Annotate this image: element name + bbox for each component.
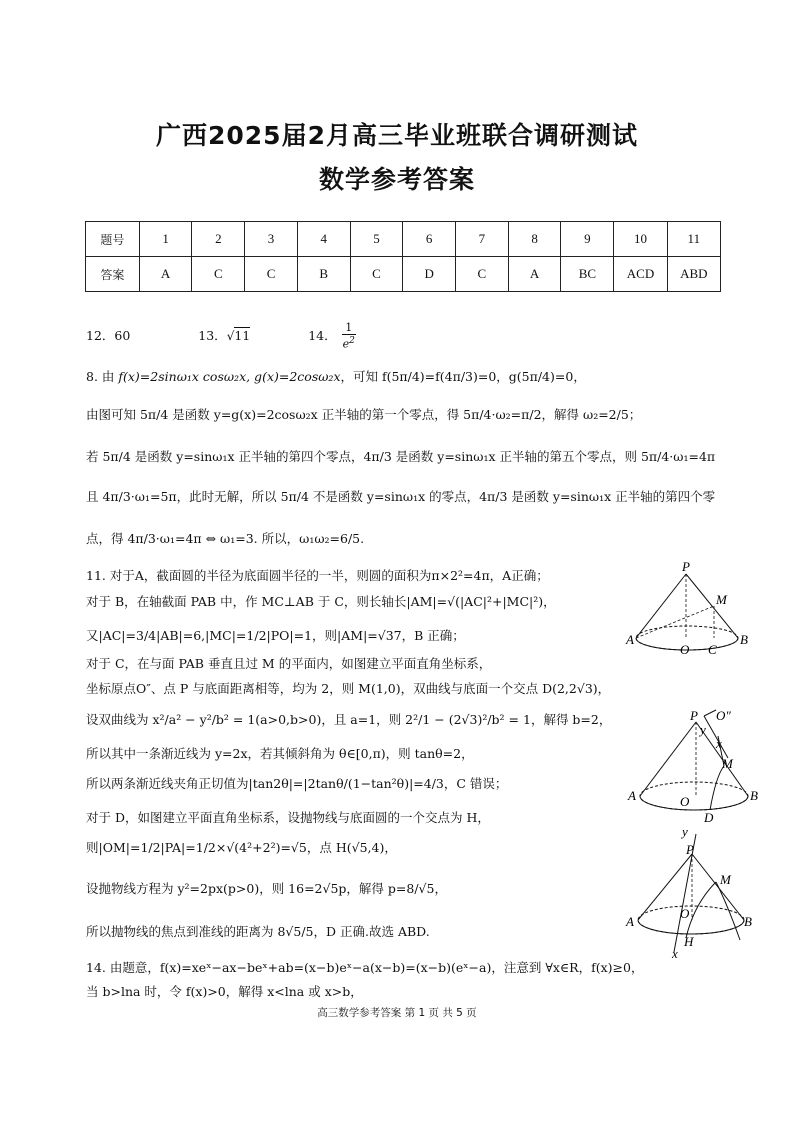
q11-option-d-line-4: 所以抛物线的焦点到准线的距离为 8√5/5，D 正确.故选 ABD. xyxy=(86,924,430,939)
table-cell: BC xyxy=(561,257,614,292)
answer-q13-value: 11 xyxy=(234,327,251,343)
q11-option-d-line-1: 对于 D，如图建立平面直角坐标系，设抛物线与底面圆的一个交点为 H， xyxy=(86,810,490,825)
label-y: y xyxy=(682,826,688,839)
table-cell: C xyxy=(350,257,403,292)
label-M: M xyxy=(722,756,733,771)
answer-table-row-numbers xyxy=(86,222,721,257)
label-M: M xyxy=(720,872,731,887)
label-O: O xyxy=(680,794,690,809)
page-footer: 高三数学参考答案 第 1 页 共 5 页 xyxy=(317,1007,477,1019)
label-x: x xyxy=(716,736,722,751)
table-cell: 7 xyxy=(456,222,509,257)
label-A: A xyxy=(626,632,634,647)
q11-option-c-line-2: 坐标原点O″、点 P 与底面距离相等，均为 2，则 M(1,0)，双曲线与底面一个交点 D(2,2√3)， xyxy=(86,681,611,696)
table-cell: 2 xyxy=(192,222,245,257)
label-O: O xyxy=(680,906,690,921)
q11-option-c-line-4: 所以其中一条渐近线为 y=2x，若其倾斜角为 θ∈[0,π)，则 tanθ=2， xyxy=(86,746,474,761)
q11-option-d-line-3: 设抛物线方程为 y²=2px(p>0)，则 16=2√5p，解得 p=8/√5， xyxy=(86,881,447,896)
q11-option-a: 11. 对于A，截面圆的半径为底面圆半径的一半，则圆的面积为π×2²=4π，A正确； xyxy=(86,568,549,583)
table-cell: 题号 xyxy=(86,222,140,257)
page-title: 广西2025届2月高三毕业班联合调研测试 xyxy=(156,121,638,150)
q11-option-b-line-2: 又|AC|=3/4|AB|=6,|MC|=1/2|PO|=1，则|AM|=√37，B 正确； xyxy=(86,628,465,643)
fill-blank-answers: 12．60 13．√11 14． $\frac{1}{e^2}$ xyxy=(86,321,355,351)
label-P: P xyxy=(682,560,690,574)
table-cell: 10 xyxy=(614,222,667,257)
label-C: C xyxy=(708,642,717,657)
q14-line-2: 当 b>lna 时，令 f(x)>0，解得 x<lna 或 x>b， xyxy=(86,984,363,999)
q8-line-3: 若 5π/4 是函数 y=sinω₁x 正半轴的第四个零点，4π/3 是函数 y=sinω₁x 正半轴的第五个零点，则 5π/4·ω₁=4π xyxy=(86,449,716,464)
answer-q13-label: 13． xyxy=(198,327,227,343)
table-cell: 9 xyxy=(561,222,614,257)
label-y: y xyxy=(700,722,706,737)
label-P: P xyxy=(686,842,694,857)
q11-option-b-line-1: 对于 B，在轴截面 PAB 中，作 MC⊥AB 于 C，则长轴长|AM|=√(|AC|²+|MC|²)， xyxy=(86,594,556,609)
table-cell: 8 xyxy=(508,222,561,257)
table-cell: B xyxy=(297,257,350,292)
label-A: A xyxy=(628,788,636,803)
table-cell: C xyxy=(192,257,245,292)
figure-cone-parabola xyxy=(624,826,764,958)
table-cell: ABD xyxy=(667,257,720,292)
label-D: D xyxy=(704,810,714,825)
answer-q14-label: 14． xyxy=(308,327,337,343)
figure-cone-section xyxy=(624,560,754,660)
table-cell: 11 xyxy=(667,222,720,257)
label-O: O xyxy=(680,642,690,657)
table-cell: 3 xyxy=(245,222,298,257)
label-x: x xyxy=(672,946,678,958)
figure-cone-hyperbola xyxy=(624,706,764,828)
q11-option-c-line-5: 所以两条渐近线夹角正切值为|tan2θ|=|2tanθ/(1−tan²θ)|=4/3，C 错误； xyxy=(86,776,508,791)
table-cell: D xyxy=(403,257,456,292)
answer-table xyxy=(85,221,721,292)
label-A: A xyxy=(626,914,634,929)
label-M: M xyxy=(716,592,727,607)
table-cell: 1 xyxy=(139,222,192,257)
label-B: B xyxy=(750,788,758,803)
q8-line-1: 8. 由 f(x)=2sinω₁x cosω₂x, g(x)=2cosω₂x，可知 f(5π/4)=f(4π/3)=0，g(5π/4)=0， xyxy=(86,369,586,384)
answer-q14-fraction: $\frac{1}{e^2}$ xyxy=(342,321,355,351)
label-B: B xyxy=(740,632,748,647)
table-cell: ACD xyxy=(614,257,667,292)
label-H: H xyxy=(684,934,694,949)
table-cell: C xyxy=(456,257,509,292)
q14-line-1: 14. 由题意，f(x)=xeˣ−ax−beˣ+ab=(x−b)eˣ−a(x−b)=(x−b)(eˣ−a)，注意到 ∀x∈R，f(x)≥0， xyxy=(86,960,644,975)
label-P: P xyxy=(690,708,698,723)
table-cell: C xyxy=(245,257,298,292)
page-subtitle: 数学参考答案 xyxy=(318,165,475,194)
q11-option-d-line-2: 则|OM|=1/2|PA|=1/2×√(4²+2²)=√5，点 H(√5,4)， xyxy=(86,840,397,855)
q8-line-2: 由图可知 5π/4 是函数 y=g(x)=2cosω₂x 正半轴的第一个零点，得 5π/4·ω₂=π/2，解得 ω₂=2/5； xyxy=(86,407,642,422)
table-cell: 6 xyxy=(403,222,456,257)
table-cell: 4 xyxy=(297,222,350,257)
table-cell: A xyxy=(139,257,192,292)
q11-option-c-line-1: 对于 C，在与面 PAB 垂直且过 M 的平面内，如图建立平面直角坐标系， xyxy=(86,656,492,671)
answer-table-row-answers xyxy=(86,257,721,292)
q11-option-c-line-3: 设双曲线为 x²/a² − y²/b² = 1(a>0,b>0)，且 a=1，则 2²/1 − (2√3)²/b² = 1，解得 b=2， xyxy=(86,712,612,727)
q8-line-5: 点，得 4π/3·ω₁=4π ⇔ ω₁=3. 所以，ω₁ω₂=6/5. xyxy=(86,531,365,546)
label-B: B xyxy=(744,914,752,929)
label-O-double-prime: O″ xyxy=(716,708,731,723)
answer-q12: 12．60 xyxy=(86,327,131,343)
table-cell: 答案 xyxy=(86,257,140,292)
table-cell: 5 xyxy=(350,222,403,257)
table-cell: A xyxy=(508,257,561,292)
q8-line-4: 且 4π/3·ω₁=5π，此时无解，所以 5π/4 不是函数 y=sinω₁x 的零点，4π/3 是函数 y=sinω₁x 正半轴的第四个零 xyxy=(86,489,716,504)
